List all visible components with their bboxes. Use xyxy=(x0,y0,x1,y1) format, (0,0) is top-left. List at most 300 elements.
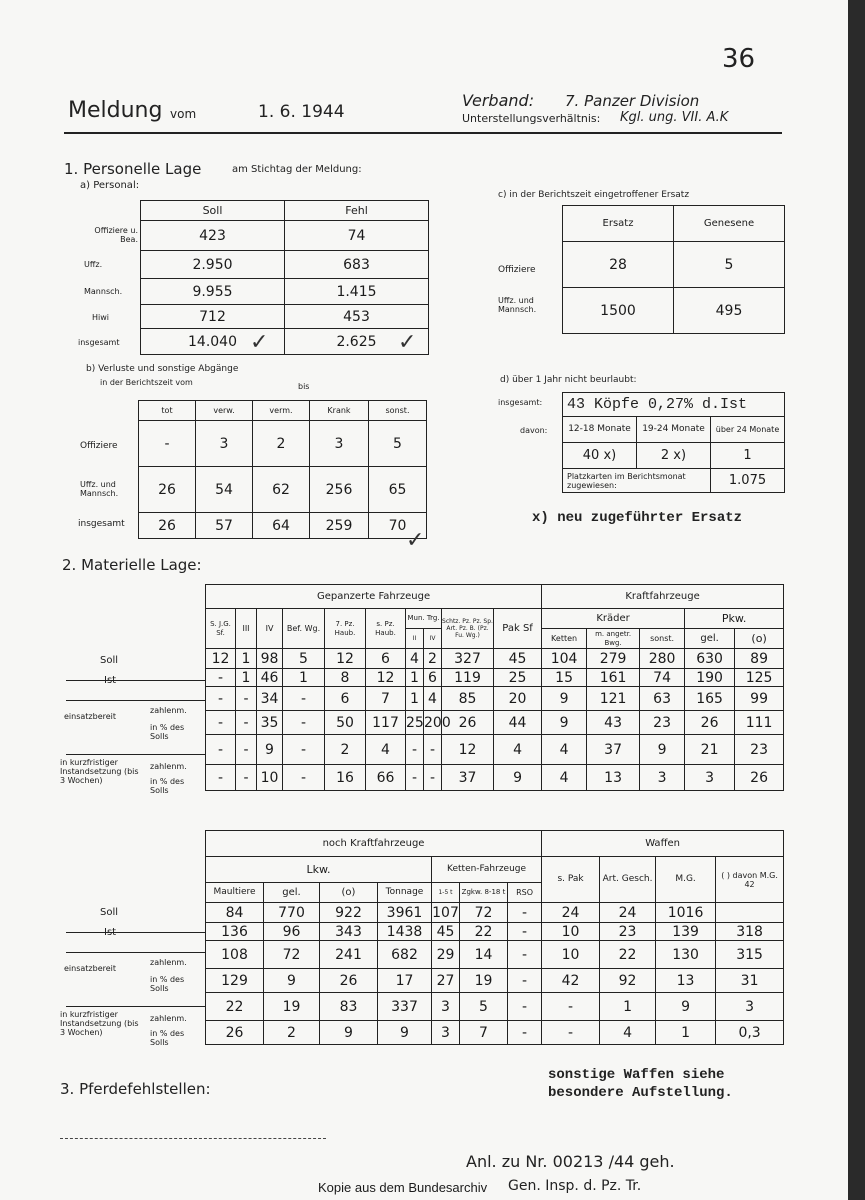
ersatz-cell: 5 xyxy=(674,242,785,288)
table1-cell: 66 xyxy=(366,765,406,791)
table1-cell: 89 xyxy=(735,649,784,669)
table1-cell: 37 xyxy=(587,735,640,765)
table-row xyxy=(206,941,784,969)
table1-cell: 280 xyxy=(640,649,685,669)
table2-cell: 42 xyxy=(542,969,600,993)
table1-cell: 630 xyxy=(685,649,735,669)
table-row xyxy=(206,903,784,923)
table1-cell: 1 xyxy=(283,669,325,687)
col-header: gel. xyxy=(264,883,320,903)
table2-cell: 27 xyxy=(432,969,460,993)
table-row xyxy=(206,993,784,1021)
verluste-cell: 64 xyxy=(253,513,310,539)
table2-cell: 108 xyxy=(206,941,264,969)
table2-cell: 19 xyxy=(460,969,508,993)
verluste-table xyxy=(138,400,427,539)
table1-cell: 104 xyxy=(542,649,587,669)
ersatz-header: Genesene xyxy=(674,206,785,242)
urlaub-table xyxy=(562,392,785,493)
table1-cell: 3 xyxy=(685,765,735,791)
table1-cell: 12 xyxy=(325,649,366,669)
group-kraftfahrzeuge: Kraftfahrzeuge xyxy=(542,585,784,609)
verluste-cell: 26 xyxy=(139,467,196,513)
col-header: (o) xyxy=(320,883,378,903)
platzkarten-label: Platzkarten im Berichtsmonat zugewiesen: xyxy=(563,469,711,493)
table2-cell: 770 xyxy=(264,903,320,923)
table1-cell: 15 xyxy=(542,669,587,687)
table1-cell: 161 xyxy=(587,669,640,687)
table2-cell: 96 xyxy=(264,923,320,941)
table1-cell: - xyxy=(406,735,424,765)
table1-cell: 12 xyxy=(206,649,236,669)
col-header: Maultiere xyxy=(206,883,264,903)
table1-cell: 9 xyxy=(494,765,542,791)
table1-cell: 121 xyxy=(587,687,640,711)
table1-cell: - xyxy=(236,735,257,765)
col-header: 7. Pz. Haub. xyxy=(325,609,366,649)
meldung-label: Meldung xyxy=(68,98,163,123)
col-subheader: IV xyxy=(424,629,442,649)
personal-fehl-cell: 2.625 xyxy=(285,329,429,355)
col-header: Schtz. Pz. Pz. Sp. Art. Pz. B. (Pz. Fu. Wg.) xyxy=(442,609,494,649)
section3-title: 3. Pferdefehlstellen: xyxy=(60,1080,211,1098)
urlaub-cell: 40 x) xyxy=(563,443,637,469)
col-header: gel. xyxy=(685,629,735,649)
row-rule xyxy=(66,1006,206,1007)
table1-cell: - xyxy=(206,765,236,791)
personal-soll-cell: 712 xyxy=(141,305,285,329)
table2-cell: - xyxy=(508,903,542,923)
personal-header-fehl: Fehl xyxy=(285,201,429,221)
vom-label: vom xyxy=(170,107,197,121)
col-header: S. J.G. Sf. xyxy=(206,609,236,649)
sonstige-waffen-note: sonstige Waffen siehe besondere Aufstellung. xyxy=(548,1067,733,1101)
table2-cell: 23 xyxy=(600,923,656,941)
group-ketten: Ketten-Fahrzeuge xyxy=(432,857,542,883)
table2-cell: 1438 xyxy=(378,923,432,941)
table1-cell: - xyxy=(206,735,236,765)
table1-cell: 35 xyxy=(257,711,283,735)
table1-cell: 9 xyxy=(542,687,587,711)
table1-cell: 117 xyxy=(366,711,406,735)
t2-row-label: in kurzfristiger Instandsetzung (bis 3 Wochen) xyxy=(60,1010,139,1037)
table2-cell: 13 xyxy=(656,969,716,993)
table1-cell: 23 xyxy=(735,735,784,765)
table1-cell: 125 xyxy=(735,669,784,687)
table2-cell: 1016 xyxy=(656,903,716,923)
table1-cell: - xyxy=(236,711,257,735)
table-row xyxy=(206,687,784,711)
ersatz-cell: 1500 xyxy=(563,288,674,334)
table2-cell: 5 xyxy=(460,993,508,1021)
t2-row-sub: zahlenm. xyxy=(150,958,187,967)
urlaub-davon-label: davon: xyxy=(520,426,548,435)
row-rule xyxy=(66,700,206,701)
verluste-sub: in der Berichtszeit vom xyxy=(100,378,193,387)
row-rule xyxy=(66,680,206,681)
table1-cell: 1 xyxy=(236,669,257,687)
page-number: 36 xyxy=(722,44,756,74)
table1-cell: 13 xyxy=(587,765,640,791)
col-header: sonst. xyxy=(640,629,685,649)
table2-cell: 24 xyxy=(542,903,600,923)
col-header: M.G. xyxy=(656,857,716,903)
table1-cell: 23 xyxy=(640,711,685,735)
verband-value: 7. Panzer Division xyxy=(565,92,700,110)
table1-cell: 9 xyxy=(257,735,283,765)
table1-cell: 46 xyxy=(257,669,283,687)
table1-cell: - xyxy=(236,765,257,791)
table2-cell: 19 xyxy=(264,993,320,1021)
table2-cell: 3 xyxy=(716,993,784,1021)
table2-cell: 3 xyxy=(432,993,460,1021)
table1-cell: 8 xyxy=(325,669,366,687)
table1-cell: - xyxy=(283,765,325,791)
verluste-cell: 259 xyxy=(310,513,369,539)
table1-cell: 1 xyxy=(236,649,257,669)
table1-cell: 3 xyxy=(640,765,685,791)
col-header: III xyxy=(236,609,257,649)
ersatz-row-label: Offiziere xyxy=(498,265,536,275)
urlaub-insgesamt-label: insgesamt: xyxy=(498,398,543,407)
verluste-cell: 3 xyxy=(196,421,253,467)
personal-label: a) Personal: xyxy=(80,180,140,191)
material-table-1 xyxy=(205,584,784,791)
row-rule xyxy=(66,932,206,933)
group-waffen: Waffen xyxy=(542,831,784,857)
verluste-cell: 70 xyxy=(369,513,427,539)
table1-cell: 4 xyxy=(542,735,587,765)
unterstellung-value: Kgl. ung. VII. A.K xyxy=(620,110,729,125)
table1-cell: 7 xyxy=(366,687,406,711)
table2-cell: - xyxy=(508,941,542,969)
t2-row-sub: in % des Solls xyxy=(150,975,185,993)
table2-cell: 9 xyxy=(264,969,320,993)
table2-cell: 84 xyxy=(206,903,264,923)
table1-cell: 4 xyxy=(406,649,424,669)
table1-cell: 50 xyxy=(325,711,366,735)
table2-cell: 72 xyxy=(264,941,320,969)
verluste-bis: bis xyxy=(298,382,310,391)
table2-cell: - xyxy=(508,969,542,993)
table2-cell: 3961 xyxy=(378,903,432,923)
table2-cell: 318 xyxy=(716,923,784,941)
table1-cell: 25 xyxy=(406,711,424,735)
table1-cell: 20 xyxy=(494,687,542,711)
table-row xyxy=(206,969,784,993)
row-rule xyxy=(66,754,206,755)
table1-cell: 9 xyxy=(640,735,685,765)
table2-cell: 343 xyxy=(320,923,378,941)
table1-cell: 4 xyxy=(494,735,542,765)
table2-cell: 14 xyxy=(460,941,508,969)
verluste-cell: 2 xyxy=(253,421,310,467)
table-row xyxy=(206,765,784,791)
table2-cell: 130 xyxy=(656,941,716,969)
verluste-header: verm. xyxy=(253,401,310,421)
table1-cell: 6 xyxy=(366,649,406,669)
section1-subtitle: am Stichtag der Meldung: xyxy=(232,164,362,175)
table2-cell: 337 xyxy=(378,993,432,1021)
table2-cell: - xyxy=(508,1021,542,1045)
table2-cell: 1 xyxy=(600,993,656,1021)
table2-cell: 4 xyxy=(600,1021,656,1045)
table1-cell: 45 xyxy=(494,649,542,669)
urlaub-label: d) über 1 Jahr nicht beurlaubt: xyxy=(500,375,637,385)
group-lkw: Lkw. xyxy=(206,857,432,883)
col-header: Mun. Trg. xyxy=(406,609,442,629)
inspektion-reference: Gen. Insp. d. Pz. Tr. xyxy=(508,1178,642,1194)
table1-cell: 200 xyxy=(424,711,442,735)
verluste-cell: 256 xyxy=(310,467,369,513)
table2-cell: 10 xyxy=(542,941,600,969)
table1-cell: 43 xyxy=(587,711,640,735)
table2-cell: 26 xyxy=(320,969,378,993)
table1-cell: 327 xyxy=(442,649,494,669)
table2-cell: 922 xyxy=(320,903,378,923)
table1-cell: 6 xyxy=(325,687,366,711)
personal-row-label: Uffz. xyxy=(84,260,103,269)
col-header: ( ) davon M.G. 42 xyxy=(716,857,784,903)
col-header: Zgkw. 8-18 t xyxy=(460,883,508,903)
table1-cell: - xyxy=(424,765,442,791)
header-rule xyxy=(64,132,782,134)
ersatz-row-label: Uffz. und Mannsch. xyxy=(498,296,537,314)
col-header: Art. Gesch. xyxy=(600,857,656,903)
anl-reference: Anl. zu Nr. 00213 /44 geh. xyxy=(466,1152,675,1171)
table-row xyxy=(206,711,784,735)
table2-cell: 315 xyxy=(716,941,784,969)
col-header: IV xyxy=(257,609,283,649)
group-pkw: Pkw. xyxy=(685,609,784,629)
ersatz-label: c) in der Berichtszeit eingetroffener Ersatz xyxy=(498,190,690,200)
table2-cell: - xyxy=(542,1021,600,1045)
table2-cell: 26 xyxy=(206,1021,264,1045)
personal-row-label: Hiwi xyxy=(92,313,110,322)
table2-cell: 72 xyxy=(460,903,508,923)
table1-cell: 4 xyxy=(424,687,442,711)
checkmark-icon: ✓ xyxy=(406,528,425,553)
urlaub-insgesamt-value: 43 Köpfe 0,27% d.Ist xyxy=(563,393,785,417)
ersatz-footnote: x) neu zugeführter Ersatz xyxy=(532,510,743,526)
table2-cell: 1 xyxy=(656,1021,716,1045)
table1-cell: 190 xyxy=(685,669,735,687)
table2-cell: 29 xyxy=(432,941,460,969)
table-row xyxy=(206,649,784,669)
section2-title: 2. Materielle Lage: xyxy=(62,556,202,574)
verluste-row-label: insgesamt xyxy=(78,519,125,529)
col-header: Tonnage xyxy=(378,883,432,903)
table2-cell: - xyxy=(508,993,542,1021)
table2-cell: 9 xyxy=(320,1021,378,1045)
table1-cell: - xyxy=(206,711,236,735)
table1-cell: - xyxy=(236,687,257,711)
personal-table xyxy=(140,200,429,355)
table1-cell: 279 xyxy=(587,649,640,669)
ersatz-header: Ersatz xyxy=(563,206,674,242)
table1-cell: 21 xyxy=(685,735,735,765)
table2-cell: 9 xyxy=(378,1021,432,1045)
col-header: s. Pz. Haub. xyxy=(366,609,406,649)
table1-cell: - xyxy=(206,687,236,711)
table2-cell: - xyxy=(542,993,600,1021)
table1-cell: - xyxy=(206,669,236,687)
table2-cell: 2 xyxy=(264,1021,320,1045)
table2-cell: 7 xyxy=(460,1021,508,1045)
group-kraeder: Kräder xyxy=(542,609,685,629)
table2-cell: 31 xyxy=(716,969,784,993)
t1-row-label: in kurzfristiger Instandsetzung (bis 3 Wochen) xyxy=(60,758,139,785)
table1-cell: 10 xyxy=(257,765,283,791)
t1-row-sub: zahlenm. xyxy=(150,762,187,771)
t2-row-label: Soll xyxy=(100,907,119,918)
personal-soll-cell: 9.955 xyxy=(141,279,285,305)
table1-cell: 2 xyxy=(424,649,442,669)
table1-cell: - xyxy=(283,735,325,765)
table2-cell: 45 xyxy=(432,923,460,941)
table1-cell: 16 xyxy=(325,765,366,791)
col-header: Ketten xyxy=(542,629,587,649)
table2-cell: 136 xyxy=(206,923,264,941)
personal-fehl-cell: 453 xyxy=(285,305,429,329)
table1-cell: 26 xyxy=(685,711,735,735)
table1-cell: 26 xyxy=(442,711,494,735)
verluste-cell: 62 xyxy=(253,467,310,513)
material-table-2 xyxy=(205,830,784,1045)
table1-cell: 44 xyxy=(494,711,542,735)
table1-cell: 6 xyxy=(424,669,442,687)
verluste-cell: - xyxy=(139,421,196,467)
verluste-cell: 65 xyxy=(369,467,427,513)
personal-header-soll: Soll xyxy=(141,201,285,221)
table-row xyxy=(206,735,784,765)
table2-cell: 83 xyxy=(320,993,378,1021)
personal-soll-cell: 423 xyxy=(141,221,285,251)
urlaub-header: 19-24 Monate xyxy=(637,417,711,443)
personal-row-label: insgesamt xyxy=(78,338,120,347)
t2-row-label: einsatzbereit xyxy=(64,964,117,973)
table1-cell: 85 xyxy=(442,687,494,711)
table2-cell: 24 xyxy=(600,903,656,923)
verluste-header: tot xyxy=(139,401,196,421)
verluste-row-label: Offiziere xyxy=(80,441,118,451)
checkmark-icon: ✓ xyxy=(398,330,417,355)
t1-row-label: Soll xyxy=(100,655,119,666)
table1-cell: - xyxy=(406,765,424,791)
verluste-header: sonst. xyxy=(369,401,427,421)
ersatz-cell: 495 xyxy=(674,288,785,334)
col-header: Pak Sf xyxy=(494,609,542,649)
verluste-header: Krank xyxy=(310,401,369,421)
section1-title: 1. Personelle Lage xyxy=(64,160,202,178)
table2-cell: 17 xyxy=(378,969,432,993)
table2-cell xyxy=(716,903,784,923)
verluste-header: verw. xyxy=(196,401,253,421)
personal-fehl-cell: 683 xyxy=(285,251,429,279)
table1-cell: 25 xyxy=(494,669,542,687)
table1-cell: 34 xyxy=(257,687,283,711)
personal-soll-cell: 2.950 xyxy=(141,251,285,279)
unterstellung-label: Unterstellungsverhältnis: xyxy=(462,112,601,125)
verluste-cell: 5 xyxy=(369,421,427,467)
table-row xyxy=(206,669,784,687)
archive-stamp: Kopie aus dem Bundesarchiv xyxy=(318,1180,488,1195)
urlaub-header: 12-18 Monate xyxy=(563,417,637,443)
col-header: RSO xyxy=(508,883,542,903)
table2-cell: 129 xyxy=(206,969,264,993)
t1-row-sub: in % des Solls xyxy=(150,777,185,795)
urlaub-cell: 2 x) xyxy=(637,443,711,469)
scan-edge xyxy=(848,0,865,1200)
table1-cell: - xyxy=(283,687,325,711)
table1-cell: 4 xyxy=(366,735,406,765)
table2-cell: 92 xyxy=(600,969,656,993)
table1-cell: 37 xyxy=(442,765,494,791)
personal-row-label: Mannsch. xyxy=(84,287,123,296)
verband-label: Verband: xyxy=(462,91,535,110)
col-header: m. angetr. Bwg. xyxy=(587,629,640,649)
group-gepanzert: Gepanzerte Fahrzeuge xyxy=(206,585,542,609)
checkmark-icon: ✓ xyxy=(250,330,269,355)
table1-cell: - xyxy=(283,711,325,735)
table1-cell: 26 xyxy=(735,765,784,791)
table-row xyxy=(206,1021,784,1045)
t1-row-label: einsatzbereit xyxy=(64,712,117,721)
urlaub-cell: 1 xyxy=(711,443,785,469)
col-header: Bef. Wg. xyxy=(283,609,325,649)
personal-fehl-cell: 1.415 xyxy=(285,279,429,305)
table2-cell: 682 xyxy=(378,941,432,969)
ersatz-cell: 28 xyxy=(563,242,674,288)
table2-cell: 0,3 xyxy=(716,1021,784,1045)
personal-fehl-cell: 74 xyxy=(285,221,429,251)
table2-cell: 107 xyxy=(432,904,459,921)
t1-row-sub: in % des Solls xyxy=(150,723,185,741)
table2-cell: 3 xyxy=(432,1021,460,1045)
table1-cell: 5 xyxy=(283,649,325,669)
platzkarten-value: 1.075 xyxy=(711,469,785,493)
table1-cell: 12 xyxy=(442,735,494,765)
col-header: 1-5 t xyxy=(432,883,460,903)
col-header: s. Pak xyxy=(542,857,600,903)
table1-cell: 165 xyxy=(685,687,735,711)
table1-cell: 1 xyxy=(406,687,424,711)
verluste-label: b) Verluste und sonstige Abgänge xyxy=(86,364,239,374)
t1-row-sub: zahlenm. xyxy=(150,706,187,715)
table2-cell: 22 xyxy=(600,941,656,969)
table1-cell: 111 xyxy=(735,711,784,735)
table-row xyxy=(206,923,784,941)
table2-cell: 139 xyxy=(656,923,716,941)
urlaub-header: über 24 Monate xyxy=(711,417,785,443)
table2-cell: 241 xyxy=(320,941,378,969)
verluste-row-label: Uffz. und Mannsch. xyxy=(80,480,119,498)
table1-cell: 9 xyxy=(542,711,587,735)
table2-cell: 10 xyxy=(542,923,600,941)
verluste-cell: 54 xyxy=(196,467,253,513)
table1-cell: 98 xyxy=(257,649,283,669)
verluste-cell: 26 xyxy=(139,513,196,539)
col-subheader: II xyxy=(406,629,424,649)
group-noch-kraftfahrzeuge: noch Kraftfahrzeuge xyxy=(206,831,542,857)
table1-cell: 119 xyxy=(442,669,494,687)
row-rule xyxy=(66,952,206,953)
personal-row-label: Offiziere u. Bea. xyxy=(94,226,138,244)
table1-cell: 74 xyxy=(640,669,685,687)
verluste-cell: 3 xyxy=(310,421,369,467)
col-header: (o) xyxy=(735,629,784,649)
t2-row-sub: in % des Solls xyxy=(150,1029,185,1047)
